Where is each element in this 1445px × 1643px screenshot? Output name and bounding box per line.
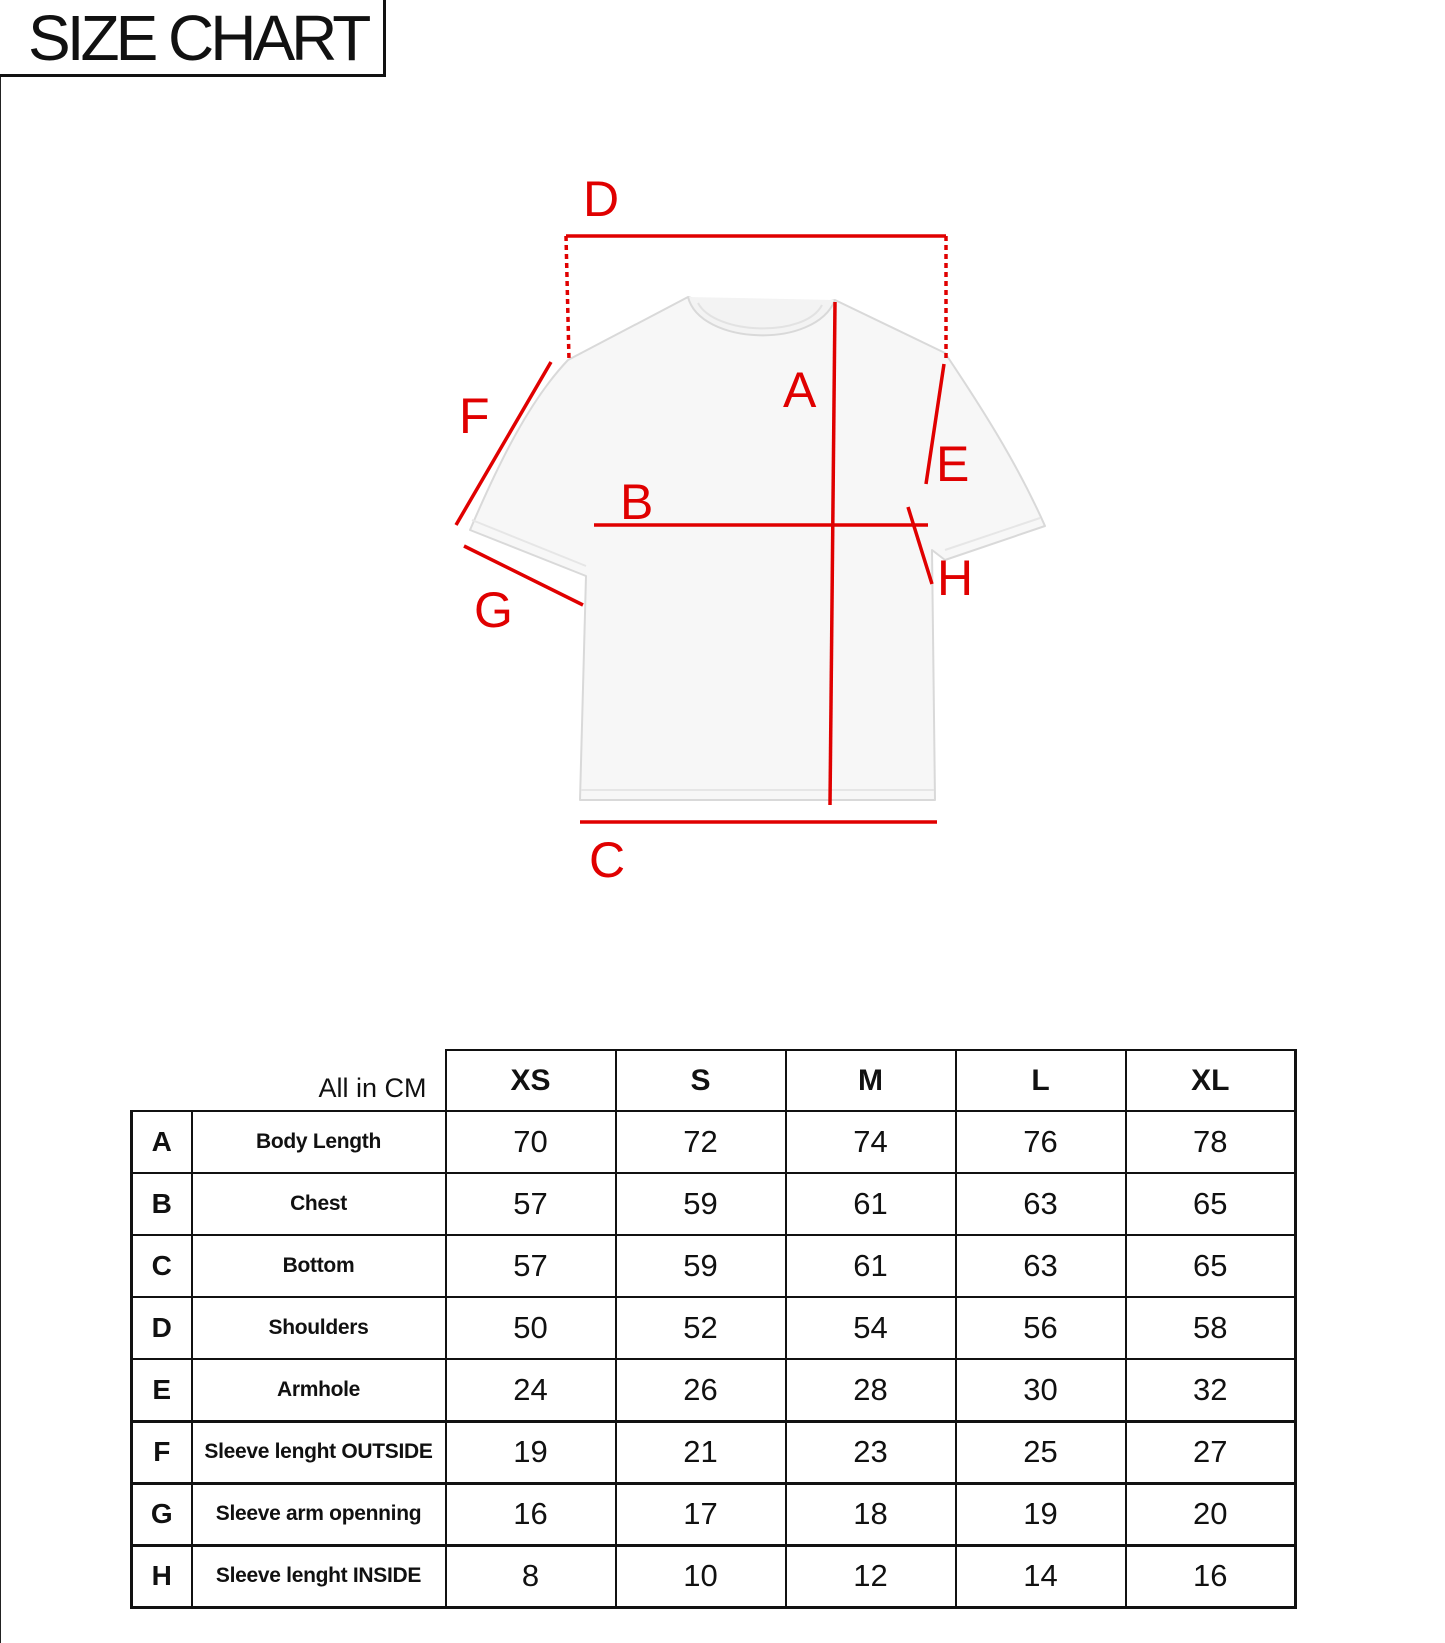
size-value: 50 bbox=[446, 1297, 616, 1359]
measurement-name: Sleeve lenght INSIDE bbox=[192, 1545, 446, 1607]
label-h: H bbox=[937, 550, 974, 606]
measurement-name: Body Length bbox=[192, 1111, 446, 1173]
measurement-name: Sleeve lenght OUTSIDE bbox=[192, 1421, 446, 1483]
size-value: 57 bbox=[446, 1173, 616, 1235]
size-value: 56 bbox=[956, 1297, 1126, 1359]
size-header-m: M bbox=[786, 1050, 956, 1111]
table-row bbox=[132, 1545, 1296, 1607]
table-row bbox=[132, 1359, 1296, 1421]
label-a: A bbox=[783, 362, 817, 418]
size-value: 76 bbox=[956, 1111, 1126, 1173]
units-label: All in CM bbox=[132, 1050, 446, 1111]
size-value: 28 bbox=[786, 1359, 956, 1421]
size-value: 20 bbox=[1126, 1483, 1296, 1545]
row-letter: H bbox=[132, 1545, 192, 1607]
measurement-name: Chest bbox=[192, 1173, 446, 1235]
size-header-s: S bbox=[616, 1050, 786, 1111]
size-value: 74 bbox=[786, 1111, 956, 1173]
size-value: 54 bbox=[786, 1297, 956, 1359]
size-value: 16 bbox=[1126, 1545, 1296, 1607]
size-value: 70 bbox=[446, 1111, 616, 1173]
size-header-xl: XL bbox=[1126, 1050, 1296, 1111]
size-value: 61 bbox=[786, 1235, 956, 1297]
measurement-name: Bottom bbox=[192, 1235, 446, 1297]
size-value: 19 bbox=[446, 1421, 616, 1483]
size-value: 65 bbox=[1126, 1173, 1296, 1235]
row-letter: G bbox=[132, 1483, 192, 1545]
table-row bbox=[132, 1111, 1296, 1173]
size-value: 63 bbox=[956, 1235, 1126, 1297]
measurement-name: Sleeve arm openning bbox=[192, 1483, 446, 1545]
size-value: 32 bbox=[1126, 1359, 1296, 1421]
size-value: 52 bbox=[616, 1297, 786, 1359]
size-value: 21 bbox=[616, 1421, 786, 1483]
size-value: 65 bbox=[1126, 1235, 1296, 1297]
label-f: F bbox=[459, 388, 490, 444]
size-value: 63 bbox=[956, 1173, 1126, 1235]
table-row bbox=[132, 1483, 1296, 1545]
size-value: 17 bbox=[616, 1483, 786, 1545]
page-title: SIZE CHART bbox=[28, 2, 368, 74]
size-value: 8 bbox=[446, 1545, 616, 1607]
size-value: 12 bbox=[786, 1545, 956, 1607]
measurement-name: Armhole bbox=[192, 1359, 446, 1421]
measurement-name: Shoulders bbox=[192, 1297, 446, 1359]
row-letter: F bbox=[132, 1421, 192, 1483]
size-value: 26 bbox=[616, 1359, 786, 1421]
label-d: D bbox=[583, 171, 620, 227]
table-row bbox=[132, 1173, 1296, 1235]
row-letter: B bbox=[132, 1173, 192, 1235]
label-g: G bbox=[474, 582, 513, 638]
size-value: 10 bbox=[616, 1545, 786, 1607]
table-row bbox=[132, 1421, 1296, 1483]
size-value: 18 bbox=[786, 1483, 956, 1545]
table-row bbox=[132, 1297, 1296, 1359]
size-value: 78 bbox=[1126, 1111, 1296, 1173]
size-value: 19 bbox=[956, 1483, 1126, 1545]
tshirt-outline bbox=[470, 297, 1045, 800]
size-value: 23 bbox=[786, 1421, 956, 1483]
size-header-row bbox=[132, 1050, 1296, 1111]
label-c: C bbox=[589, 832, 626, 888]
size-value: 16 bbox=[446, 1483, 616, 1545]
size-value: 61 bbox=[786, 1173, 956, 1235]
row-letter: D bbox=[132, 1297, 192, 1359]
size-value: 25 bbox=[956, 1421, 1126, 1483]
line-d-left-dashed bbox=[566, 236, 569, 360]
size-value: 27 bbox=[1126, 1421, 1296, 1483]
size-value: 57 bbox=[446, 1235, 616, 1297]
size-value: 30 bbox=[956, 1359, 1126, 1421]
table-row bbox=[132, 1235, 1296, 1297]
label-b: B bbox=[620, 474, 654, 530]
size-value: 58 bbox=[1126, 1297, 1296, 1359]
size-value: 24 bbox=[446, 1359, 616, 1421]
label-e: E bbox=[936, 436, 970, 492]
size-value: 14 bbox=[956, 1545, 1126, 1607]
row-letter: A bbox=[132, 1111, 192, 1173]
size-value: 59 bbox=[616, 1235, 786, 1297]
size-value: 59 bbox=[616, 1173, 786, 1235]
size-header-xs: XS bbox=[446, 1050, 616, 1111]
row-letter: C bbox=[132, 1235, 192, 1297]
row-letter: E bbox=[132, 1359, 192, 1421]
size-header-l: L bbox=[956, 1050, 1126, 1111]
size-table bbox=[130, 1049, 1297, 1609]
size-value: 72 bbox=[616, 1111, 786, 1173]
